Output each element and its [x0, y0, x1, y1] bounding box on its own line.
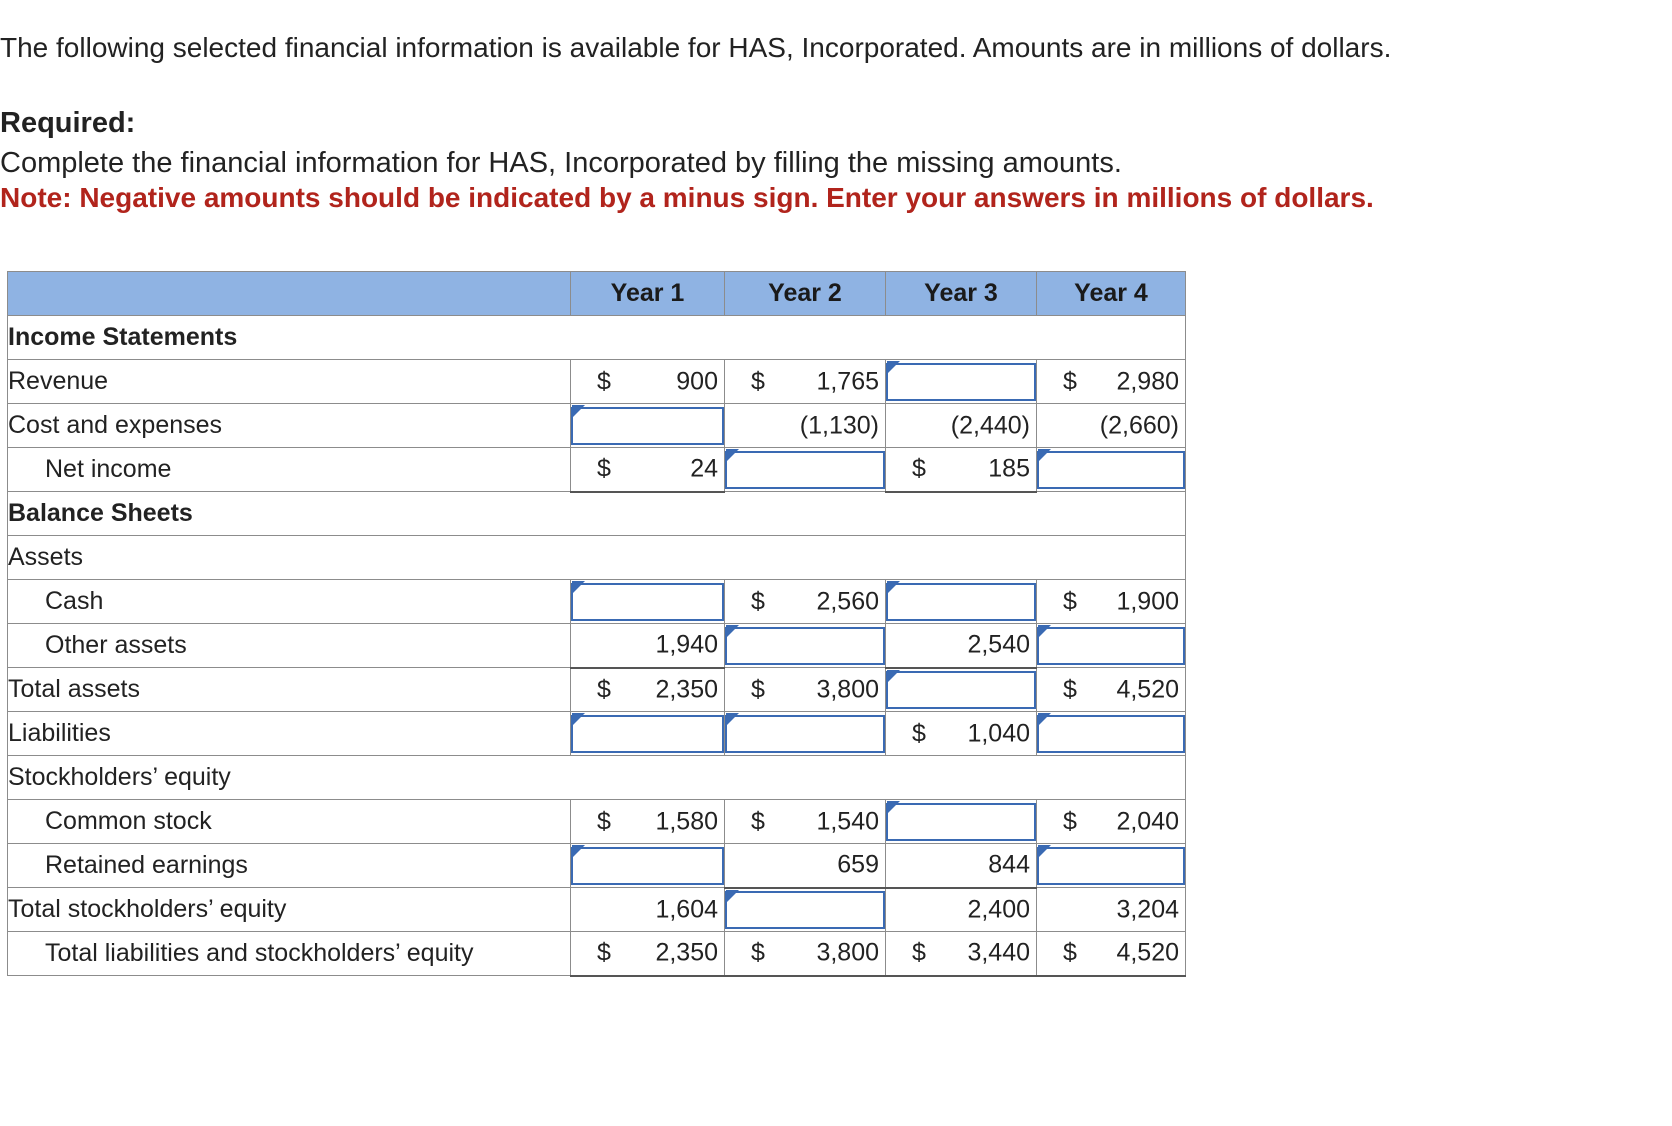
amount: 900: [676, 367, 718, 395]
amount: 3,800: [816, 938, 879, 967]
amount: 1,940: [655, 630, 718, 659]
note-text: Note: Negative amounts should be indicated by a minus sign. Enter your answers in millions of dollars.: [0, 182, 1374, 213]
common-stock-year-3-input[interactable]: [886, 803, 1036, 841]
table-row: [8, 712, 1186, 756]
row-label: Retained earnings: [8, 844, 571, 888]
liabilities-year-1-input-cell: [571, 712, 725, 756]
dollar-sign: $: [751, 587, 765, 615]
input-flag-icon: [572, 713, 585, 726]
dollar-sign: $: [912, 938, 926, 967]
amount: 1,604: [655, 895, 718, 923]
amount: 3,204: [1116, 895, 1179, 923]
value-cell: [725, 800, 886, 844]
amount: 2,540: [967, 630, 1030, 659]
row-label: Cash: [8, 580, 571, 624]
other-assets-year-2-input[interactable]: [725, 627, 885, 665]
amount: 2,980: [1116, 367, 1179, 395]
amount: 2,560: [816, 587, 879, 615]
amount: 185: [988, 454, 1030, 483]
input-flag-icon: [572, 405, 585, 418]
col-header-year-2: Year 2: [725, 272, 886, 316]
retained-earnings-year-4-input-cell: [1037, 844, 1186, 888]
input-flag-icon: [1038, 713, 1051, 726]
common-stock-year-3-input-cell: [886, 800, 1037, 844]
value-cell: [1037, 888, 1186, 932]
dollar-sign: $: [1063, 938, 1077, 967]
dollar-sign: $: [912, 719, 926, 747]
col-header-year-1: Year 1: [571, 272, 725, 316]
net-income-year-2-input-cell: [725, 448, 886, 492]
amount: (2,660): [1099, 411, 1179, 439]
dollar-sign: $: [751, 807, 765, 835]
other-assets-year-4-input[interactable]: [1037, 627, 1185, 665]
amount: 2,350: [655, 675, 718, 704]
amount: 2,350: [655, 938, 718, 967]
liabilities-year-4-input[interactable]: [1037, 715, 1185, 753]
amount: 4,520: [1116, 938, 1179, 967]
required-heading: Required:: [0, 107, 136, 139]
value-cell: [725, 580, 886, 624]
liabilities-year-4-input-cell: [1037, 712, 1186, 756]
amount: 1,040: [967, 719, 1030, 747]
table-row: [8, 580, 1186, 624]
input-flag-icon: [726, 713, 739, 726]
value-cell: [886, 932, 1037, 976]
row-label: Common stock: [8, 800, 571, 844]
input-flag-icon: [887, 581, 900, 594]
dollar-sign: $: [597, 454, 611, 483]
liabilities-year-2-input[interactable]: [725, 715, 885, 753]
value-cell: [571, 932, 725, 976]
value-cell: [571, 360, 725, 404]
revenue-year-3-input-cell: [886, 360, 1037, 404]
dollar-sign: $: [751, 367, 765, 395]
dollar-sign: $: [597, 938, 611, 967]
col-header-year-3: Year 3: [886, 272, 1037, 316]
amount: 4,520: [1116, 675, 1179, 703]
costs-year-1-input-cell: [571, 404, 725, 448]
intro-text: The following selected financial information is available for HAS, Incorporated. Amounts are in millions of dollars.: [0, 32, 1392, 63]
dollar-sign: $: [597, 807, 611, 835]
section-row: [8, 492, 1186, 536]
dollar-sign: $: [751, 675, 765, 703]
other-assets-year-2-input-cell: [725, 624, 886, 668]
total-assets-year-3-input[interactable]: [886, 671, 1036, 709]
stockholders-equity-heading: Stockholders’ equity: [8, 756, 1186, 800]
amount: 1,580: [655, 807, 718, 835]
required-text: Complete the financial information for HAS, Incorporated by filling the missing amounts.: [0, 147, 1122, 179]
value-cell: [1037, 800, 1186, 844]
value-cell: [1037, 668, 1186, 712]
dollar-sign: $: [597, 367, 611, 395]
input-flag-icon: [1038, 625, 1051, 638]
value-cell: [886, 404, 1037, 448]
value-cell: [725, 844, 886, 888]
dollar-sign: $: [1063, 807, 1077, 835]
amount: 3,800: [816, 675, 879, 703]
balance-sheets-heading: Balance Sheets: [8, 492, 1186, 536]
dollar-sign: $: [1063, 587, 1077, 615]
costs-year-1-input[interactable]: [571, 407, 724, 445]
net-income-year-4-input[interactable]: [1037, 451, 1185, 489]
total-equity-year-2-input[interactable]: [725, 891, 885, 929]
row-label: Other assets: [8, 624, 571, 668]
cash-year-3-input[interactable]: [886, 583, 1036, 621]
amount: 659: [837, 850, 879, 879]
dollar-sign: $: [597, 675, 611, 704]
input-flag-icon: [887, 361, 900, 374]
value-cell: [571, 800, 725, 844]
row-label: Revenue: [8, 360, 571, 404]
table-row: [8, 448, 1186, 492]
value-cell: [1037, 360, 1186, 404]
input-flag-icon: [887, 670, 900, 683]
retained-earnings-year-4-input[interactable]: [1037, 847, 1185, 885]
value-cell: [725, 404, 886, 448]
value-cell: [725, 360, 886, 404]
value-cell: [725, 932, 886, 976]
amount: 2,040: [1116, 807, 1179, 835]
amount: (1,130): [799, 411, 879, 439]
row-label: Net income: [8, 448, 571, 492]
input-flag-icon: [572, 581, 585, 594]
row-label: Cost and expenses: [8, 404, 571, 448]
input-flag-icon: [1038, 449, 1051, 462]
table-row: [8, 844, 1186, 888]
value-cell: [1037, 580, 1186, 624]
row-label: Total assets: [8, 668, 571, 712]
section-row: [8, 316, 1186, 360]
row-label: Total stockholders’ equity: [8, 888, 571, 932]
value-cell: [886, 448, 1037, 492]
table-row: [8, 800, 1186, 844]
input-flag-icon: [1038, 845, 1051, 858]
other-assets-year-4-input-cell: [1037, 624, 1186, 668]
value-cell: [1037, 404, 1186, 448]
amount: 844: [988, 850, 1030, 879]
dollar-sign: $: [912, 454, 926, 483]
table-row: [8, 360, 1186, 404]
liabilities-year-2-input-cell: [725, 712, 886, 756]
retained-earnings-year-1-input[interactable]: [571, 847, 724, 885]
row-label: Total liabilities and stockholders’ equity: [8, 932, 571, 976]
total-assets-year-3-input-cell: [886, 668, 1037, 712]
amount: 24: [690, 454, 718, 483]
input-flag-icon: [726, 890, 739, 903]
table-row: [8, 404, 1186, 448]
value-cell: [571, 668, 725, 712]
cash-year-1-input[interactable]: [571, 583, 724, 621]
dollar-sign: $: [1063, 675, 1077, 703]
row-label: Liabilities: [8, 712, 571, 756]
net-income-year-2-input[interactable]: [725, 451, 885, 489]
amount: (2,440): [950, 411, 1030, 439]
cash-year-1-input-cell: [571, 580, 725, 624]
input-flag-icon: [726, 625, 739, 638]
input-flag-icon: [887, 801, 900, 814]
liabilities-year-1-input[interactable]: [571, 715, 724, 753]
revenue-year-3-input[interactable]: [886, 363, 1036, 401]
value-cell: [571, 448, 725, 492]
dollar-sign: $: [751, 938, 765, 967]
value-cell: [571, 888, 725, 932]
value-cell: [886, 712, 1037, 756]
table-row: [8, 668, 1186, 712]
amount: 1,540: [816, 807, 879, 835]
col-header-year-4: Year 4: [1037, 272, 1186, 316]
amount: 3,440: [967, 938, 1030, 967]
amount: 1,765: [816, 367, 879, 395]
income-statements-heading: Income Statements: [8, 316, 1186, 360]
table-row: [8, 624, 1186, 668]
dollar-sign: $: [1063, 367, 1077, 395]
table-row: [8, 932, 1186, 976]
value-cell: [1037, 932, 1186, 976]
value-cell: [571, 624, 725, 668]
input-flag-icon: [726, 449, 739, 462]
value-cell: [725, 668, 886, 712]
value-cell: [886, 844, 1037, 888]
total-equity-year-2-input-cell: [725, 888, 886, 932]
amount: 2,400: [967, 895, 1030, 924]
table-row: [8, 888, 1186, 932]
retained-earnings-year-1-input-cell: [571, 844, 725, 888]
cash-year-3-input-cell: [886, 580, 1037, 624]
net-income-year-4-input-cell: [1037, 448, 1186, 492]
assets-heading: Assets: [8, 536, 1186, 580]
section-row: [8, 536, 1186, 580]
value-cell: [886, 888, 1037, 932]
amount: 1,900: [1116, 587, 1179, 615]
financial-table: [7, 271, 1186, 977]
header-row: [8, 272, 1186, 316]
section-row: [8, 756, 1186, 800]
value-cell: [886, 624, 1037, 668]
input-flag-icon: [572, 845, 585, 858]
header-blank-cell: [8, 272, 571, 316]
